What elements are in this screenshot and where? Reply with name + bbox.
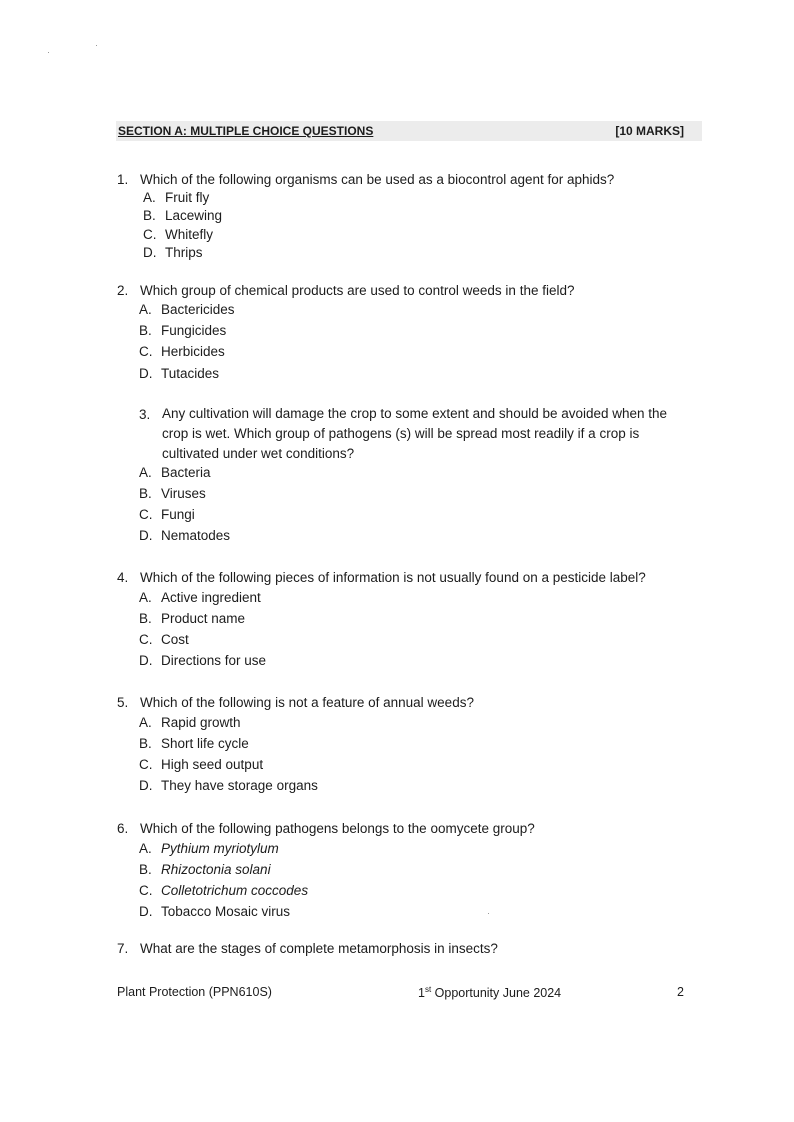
opportunity-text: Opportunity June 2024 [431, 986, 562, 1001]
option-text: Rhizoctonia solani [161, 862, 271, 877]
question-number: 7. [117, 941, 129, 956]
option-4b [139, 611, 245, 626]
option-text: Herbicides [161, 344, 225, 359]
option-text: Lacewing [165, 208, 223, 223]
option-letter: C. [139, 344, 153, 359]
option-text: Cost [161, 632, 189, 647]
question-stem: Which of the following pieces of information is not usually found on a pesticide label? [140, 570, 646, 585]
option-4d [139, 653, 266, 668]
option-text: Active ingredient [161, 590, 261, 605]
question-number: 2. [117, 283, 129, 298]
option-2d [139, 366, 219, 381]
option-text: Whitefly [165, 227, 214, 242]
option-6a [139, 841, 279, 856]
scan-speck [48, 52, 49, 53]
option-text: Tobacco Mosaic virus [161, 904, 291, 919]
option-text: Rapid growth [161, 715, 241, 730]
option-3a [139, 465, 211, 480]
option-text: Product name [161, 611, 246, 626]
option-text: Directions for use [161, 653, 267, 668]
option-5b [139, 736, 249, 751]
option-6c [139, 883, 308, 898]
option-text: Bactericides [161, 302, 235, 317]
question-stem: Any cultivation will damage the crop to some extent and should be avoided when the crop is wet. Which group of pathogens (s) will be spread most readily if a crop is cultivated under wet conditions? [162, 406, 668, 461]
option-1c [143, 227, 213, 242]
option-letter: C. [139, 883, 153, 898]
option-text: Fungi [161, 507, 195, 522]
option-letter: D. [139, 366, 153, 381]
option-2c [139, 344, 225, 359]
option-5d [139, 778, 318, 793]
option-2b [139, 323, 226, 338]
option-4c [139, 632, 189, 647]
question-number: 6. [117, 821, 129, 836]
option-5c [139, 757, 263, 772]
option-letter: B. [139, 323, 152, 338]
option-text: Nematodes [161, 528, 231, 543]
page-number: 2 [677, 985, 684, 999]
option-letter: C. [139, 757, 153, 772]
option-letter: C. [143, 227, 157, 242]
option-text: Thrips [165, 245, 203, 260]
option-text: Pythium myriotylum [161, 841, 279, 856]
option-letter: D. [139, 778, 153, 793]
option-text: Viruses [161, 486, 206, 501]
option-1d [143, 245, 203, 260]
option-text: Fungicides [161, 323, 227, 338]
option-3b [139, 486, 206, 501]
scan-speck [96, 45, 97, 46]
option-text: They have storage organs [161, 778, 318, 793]
option-letter: B. [139, 486, 152, 501]
option-letter: A. [139, 715, 152, 730]
option-letter: D. [139, 653, 153, 668]
option-letter: A. [139, 465, 152, 480]
option-letter: D. [139, 528, 153, 543]
section-header [116, 121, 702, 141]
option-letter: B. [139, 862, 152, 877]
question-number: 3. [139, 407, 151, 422]
option-letter: A. [139, 302, 152, 317]
option-4a [139, 590, 261, 605]
option-5a [139, 715, 241, 730]
option-text: High seed output [161, 757, 264, 772]
option-letter: A. [143, 190, 156, 205]
question-number: 1. [117, 172, 129, 187]
option-2a [139, 302, 235, 317]
opportunity-number: 1 [418, 986, 425, 1001]
option-letter: A. [139, 590, 152, 605]
option-letter: C. [139, 507, 153, 522]
question-stem: Which of the following pathogens belongs to the oomycete group? [140, 821, 535, 836]
option-letter: D. [139, 904, 153, 919]
option-letter: D. [143, 245, 157, 260]
question-stem: Which of the following organisms can be used as a biocontrol agent for aphids? [140, 172, 615, 187]
option-letter: B. [139, 611, 152, 626]
question-stem: Which group of chemical products are used to control weeds in the field? [140, 283, 575, 298]
option-text: Bacteria [161, 465, 211, 480]
opportunity-ordinal: st [424, 985, 432, 994]
option-letter: C. [139, 632, 153, 647]
option-letter: B. [143, 208, 156, 223]
option-1a [143, 190, 209, 205]
option-text: Fruit fly [165, 190, 210, 205]
option-letter: B. [139, 736, 152, 751]
question-number: 4. [117, 570, 129, 585]
option-letter: A. [139, 841, 152, 856]
option-text: Short life cycle [161, 736, 249, 751]
question-stem: Which of the following is not a feature of annual weeds? [140, 695, 474, 710]
option-text: Tutacides [161, 366, 220, 381]
option-6b [139, 862, 271, 877]
option-3c [139, 507, 195, 522]
question-stem: What are the stages of complete metamorphosis in insects? [140, 941, 498, 956]
footer-opportunity [418, 985, 561, 1000]
scan-speck [488, 913, 489, 914]
option-3d [139, 528, 230, 543]
footer-course: Plant Protection (PPN610S) [117, 985, 272, 999]
question-number: 5. [117, 695, 129, 710]
section-title: SECTION A: MULTIPLE CHOICE QUESTIONS [118, 124, 374, 138]
option-1b [143, 208, 222, 223]
section-marks: [10 MARKS] [615, 124, 684, 138]
option-6d [139, 904, 290, 919]
option-text: Colletotrichum coccodes [161, 883, 309, 898]
